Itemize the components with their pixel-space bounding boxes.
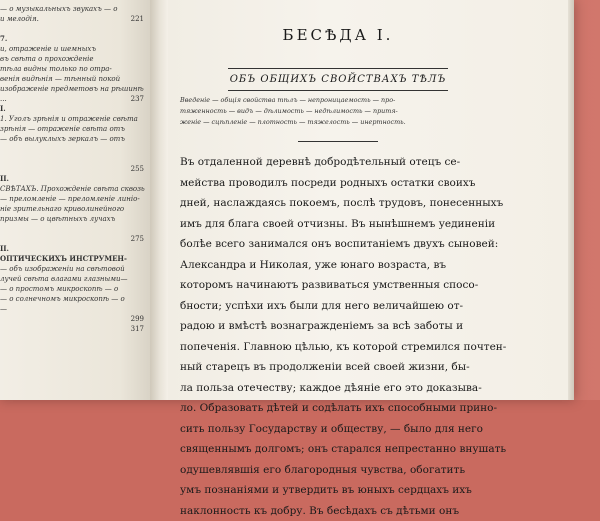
toc-entry-text: зрѣнія — отраженіе свѣта отъ xyxy=(0,124,125,134)
toc-entry-text: I. xyxy=(0,104,6,114)
toc-entry-text: и мелодія. xyxy=(0,14,39,24)
summary-line: Введеніе — общія свойства тѣлъ — непроницаемость — про- xyxy=(180,95,525,106)
body-line: священнымъ долгомъ; онъ старался непрестанно внушать xyxy=(180,439,535,460)
toc-entry-text: — о простомъ микроскопѣ — о xyxy=(0,284,118,294)
toc-line xyxy=(0,174,150,184)
body-line: дней, наслаждаясь покоемъ, послѣ трудовъ, понесенныхъ xyxy=(180,193,535,214)
toc-line xyxy=(0,284,150,294)
chapter-subtitle: ОБЪ ОБЩИХЪ СВОЙСТВАХЪ ТѢЛЪ xyxy=(168,74,508,85)
toc-entry-text: призмы — о цвѣтныхъ лучахъ xyxy=(0,214,115,224)
toc-line xyxy=(0,164,150,174)
chapter-summary xyxy=(168,95,525,128)
toc-entry-text: лучей свѣта влагами глазными— xyxy=(0,274,128,284)
toc-entry-text: — о музыкальныхъ звукахъ — о xyxy=(0,4,117,14)
toc-line xyxy=(0,224,150,234)
toc-entry-text: и, отраженіе и шемныхъ xyxy=(0,44,96,54)
toc-line xyxy=(0,134,150,144)
toc-entry-text: — о солнечномъ микроскопѣ — о xyxy=(0,294,125,304)
toc-line xyxy=(0,184,150,194)
toc-line xyxy=(0,274,150,284)
toc-entry-text: — объ вылуклыхъ зеркалъ — отъ xyxy=(0,134,125,144)
toc-line xyxy=(0,314,150,324)
body-line: одушевлявшія его благородныя чувства, обогатить xyxy=(180,460,535,481)
toc-page-number: 255 xyxy=(131,164,144,174)
toc-line xyxy=(0,64,150,74)
toc-line xyxy=(0,74,150,84)
toc-line xyxy=(0,294,150,304)
toc-entry-text: СВѢТАХЪ. Прохожденіе свѣта сквозь xyxy=(0,184,145,194)
summary-rule xyxy=(298,141,378,142)
toc-line xyxy=(0,194,150,204)
toc-line xyxy=(0,324,150,334)
toc-entry-text: — преломленіе — преломленіе линіо- xyxy=(0,194,140,204)
page-edge xyxy=(568,0,574,400)
toc-entry-text: ОПТИЧЕСКИХЪ ИНСТРУМЕН- xyxy=(0,254,127,264)
toc-line xyxy=(0,204,150,214)
body-line: попеченія. Главною цѣлью, къ которой стремился почтен- xyxy=(180,337,535,358)
toc-page-number: 221 xyxy=(131,14,144,24)
summary-line: женіе — сцѣпленіе — плотность — тяжелость — инертность. xyxy=(180,117,525,128)
toc-line xyxy=(0,254,150,264)
toc-line xyxy=(0,154,150,164)
body-line: болѣе всего занимался онъ воспитаніемъ двухъ сыновей: xyxy=(180,234,535,255)
body-line: ла польза отечеству; каждое дѣяніе его это доказыва- xyxy=(180,378,535,399)
body-line: ло. Образовать дѣтей и содѣлать ихъ способными прино- xyxy=(180,398,535,419)
body-line: сить пользу Государству и обществу, — было для него xyxy=(180,419,535,440)
title-rule-top xyxy=(228,68,448,69)
body-line: Александра и Николая, уже юнаго возраста, въ xyxy=(180,255,535,276)
body-line: радою и вмѣстѣ вознагражденіемъ за всѣ заботы и xyxy=(180,316,535,337)
toc-line xyxy=(0,264,150,274)
body-text xyxy=(168,152,535,521)
toc-line xyxy=(0,54,150,64)
toc-line xyxy=(0,34,150,44)
toc-page-number: 317 xyxy=(131,324,144,334)
toc-line xyxy=(0,214,150,224)
toc-entry-text: 7. xyxy=(0,34,7,44)
toc-line xyxy=(0,124,150,134)
toc-entry-text: — xyxy=(0,304,7,314)
toc-entry-text: II. xyxy=(0,174,9,184)
body-line: мейства проводилъ посреди родныхъ остатки своихъ xyxy=(180,173,535,194)
book-gutter xyxy=(150,0,168,400)
body-line: наклонность къ добру. Въ бесѣдахъ съ дѣтьми онъ xyxy=(180,501,535,521)
toc-line xyxy=(0,114,150,124)
body-line: Въ отдаленной деревнѣ добродѣтельный отецъ се- xyxy=(180,152,535,173)
body-line: умъ познаніями и утвердить въ юныхъ сердцахъ ихъ xyxy=(180,480,535,501)
toc-line xyxy=(0,144,150,154)
body-line: ный старецъ въ продолженіи всей своей жизни, бы- xyxy=(180,357,535,378)
toc-entry-text: венія видѣнія — тѣнный покой xyxy=(0,74,120,84)
toc-entry-text: изображеніе предметовъ на рѣшинѣ xyxy=(0,84,144,94)
toc-entry-text: 1. Уголъ зрѣнія и отраженіе свѣта xyxy=(0,114,138,124)
chapter-title: БЕСѢДА I. xyxy=(168,26,508,44)
body-line: имъ для блага своей отчизны. Въ нынѣшнемъ уединеніи xyxy=(180,214,535,235)
toc-page-number: 299 xyxy=(131,314,144,324)
toc-line xyxy=(0,94,150,104)
toc-entry-text: тѣла видны только по отра- xyxy=(0,64,112,74)
body-line: бности; успѣхи ихъ были для него величайшею от- xyxy=(180,296,535,317)
toc-line xyxy=(0,234,150,244)
toc-line xyxy=(0,24,150,34)
table-of-contents xyxy=(0,4,150,334)
toc-line xyxy=(0,244,150,254)
toc-entry-text: II. xyxy=(0,244,9,254)
right-page xyxy=(168,0,568,400)
toc-entry-text: ніе зрительнаго криволинейного xyxy=(0,204,124,214)
toc-line xyxy=(0,104,150,114)
toc-line xyxy=(0,44,150,54)
toc-line xyxy=(0,84,150,94)
summary-line: тяженность — видъ — дѣлимость — недѣлимость — притя- xyxy=(180,106,525,117)
toc-line xyxy=(0,4,150,14)
toc-page-number: 275 xyxy=(131,234,144,244)
left-page xyxy=(0,0,150,400)
toc-entry-text: — объ изображеніи на свѣтовой xyxy=(0,264,125,274)
toc-line xyxy=(0,304,150,314)
toc-entry-text: въ свѣта о прохожденіе xyxy=(0,54,94,64)
title-rule-bottom xyxy=(228,90,448,91)
toc-page-number: 237 xyxy=(131,94,144,104)
toc-line xyxy=(0,14,150,24)
body-line: которомъ начинаютъ развиваться умственныя спосо- xyxy=(180,275,535,296)
toc-entry-text: ... xyxy=(0,94,7,104)
